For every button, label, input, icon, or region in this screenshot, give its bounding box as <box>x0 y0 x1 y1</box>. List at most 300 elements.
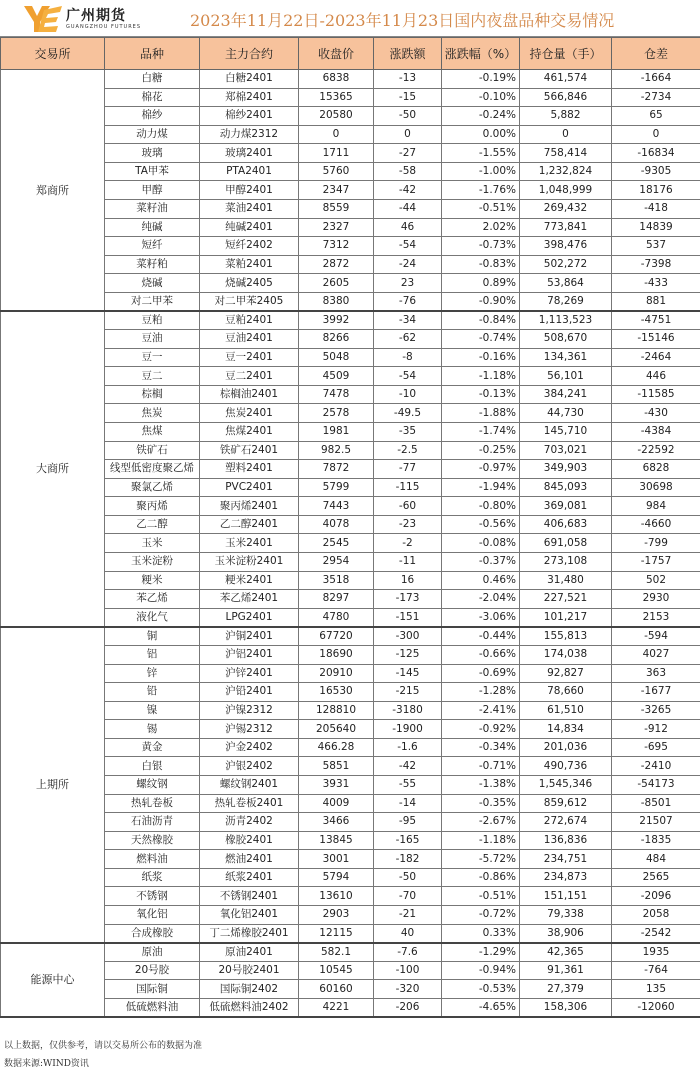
footnotes <box>4 1037 202 1073</box>
change-pct-cell: -0.80% <box>442 497 520 516</box>
contract-cell: 短纤2402 <box>200 237 299 256</box>
open-interest-cell: 490,736 <box>520 757 612 776</box>
exchange-cell: 上期所 <box>1 627 105 943</box>
change-pct-cell: -2.67% <box>442 813 520 832</box>
open-interest-cell: 566,846 <box>520 88 612 107</box>
table-row <box>1 868 700 887</box>
contract-cell: 燃油2401 <box>200 850 299 869</box>
change-cell: -125 <box>374 645 442 664</box>
oi-change-cell: -15146 <box>612 330 700 349</box>
close-cell: 4221 <box>299 998 374 1017</box>
contract-cell: 动力煤2312 <box>200 125 299 144</box>
contract-cell: 不锈钢2401 <box>200 887 299 906</box>
table-row <box>1 534 700 553</box>
open-interest-cell: 151,151 <box>520 887 612 906</box>
change-pct-cell: -0.51% <box>442 887 520 906</box>
contract-cell: 焦煤2401 <box>200 422 299 441</box>
exchange-cell: 郑商所 <box>1 70 105 312</box>
column-header-change-pct: 涨跌幅（%） <box>442 38 520 70</box>
open-interest-cell: 42,365 <box>520 943 612 962</box>
oi-change-cell: -1835 <box>612 831 700 850</box>
change-cell: -173 <box>374 590 442 609</box>
change-pct-cell: -0.94% <box>442 961 520 980</box>
change-pct-cell: -0.97% <box>442 460 520 479</box>
table-row <box>1 144 700 163</box>
oi-change-cell: -695 <box>612 738 700 757</box>
change-pct-cell: -0.44% <box>442 627 520 646</box>
close-cell: 466.28 <box>299 738 374 757</box>
oi-change-cell: -4751 <box>612 311 700 330</box>
contract-cell: 豆油2401 <box>200 330 299 349</box>
open-interest-cell: 234,873 <box>520 868 612 887</box>
oi-change-cell: 363 <box>612 664 700 683</box>
contract-cell: 白糖2401 <box>200 70 299 89</box>
oi-change-cell: 14839 <box>612 218 700 237</box>
change-pct-cell: -0.25% <box>442 441 520 460</box>
change-cell: -100 <box>374 961 442 980</box>
logo-mark-icon <box>24 6 62 32</box>
change-cell: -1900 <box>374 720 442 739</box>
table-row <box>1 274 700 293</box>
change-cell: -215 <box>374 683 442 702</box>
logo-name: 广州期货 <box>66 7 126 24</box>
table-row <box>1 998 700 1017</box>
open-interest-cell: 14,834 <box>520 720 612 739</box>
change-cell: -24 <box>374 255 442 274</box>
close-cell: 13610 <box>299 887 374 906</box>
open-interest-cell: 269,432 <box>520 200 612 219</box>
change-pct-cell: -0.24% <box>442 107 520 126</box>
change-pct-cell: -0.19% <box>442 70 520 89</box>
close-cell: 3001 <box>299 850 374 869</box>
oi-change-cell: 6828 <box>612 460 700 479</box>
variety-cell: 白银 <box>105 757 200 776</box>
open-interest-cell: 508,670 <box>520 330 612 349</box>
change-pct-cell: -1.28% <box>442 683 520 702</box>
table-row <box>1 162 700 181</box>
oi-change-cell: -433 <box>612 274 700 293</box>
close-cell: 8297 <box>299 590 374 609</box>
table-row <box>1 664 700 683</box>
table-row <box>1 850 700 869</box>
oi-change-cell: -2096 <box>612 887 700 906</box>
change-pct-cell: -0.74% <box>442 330 520 349</box>
change-cell: -70 <box>374 887 442 906</box>
change-cell: 23 <box>374 274 442 293</box>
table-row <box>1 775 700 794</box>
close-cell: 2872 <box>299 255 374 274</box>
variety-cell: 菜籽粕 <box>105 255 200 274</box>
contract-cell: 橡胶2401 <box>200 831 299 850</box>
variety-cell: 豆二 <box>105 367 200 386</box>
variety-cell: 动力煤 <box>105 125 200 144</box>
change-pct-cell: -1.38% <box>442 775 520 794</box>
oi-change-cell: 2058 <box>612 906 700 925</box>
close-cell: 18690 <box>299 645 374 664</box>
change-pct-cell: -0.34% <box>442 738 520 757</box>
variety-cell: 纸浆 <box>105 868 200 887</box>
variety-cell: 低硫燃料油 <box>105 998 200 1017</box>
change-cell: -115 <box>374 478 442 497</box>
close-cell: 7312 <box>299 237 374 256</box>
oi-change-cell: -418 <box>612 200 700 219</box>
variety-cell: 菜籽油 <box>105 200 200 219</box>
change-cell: -2.5 <box>374 441 442 460</box>
table-row <box>1 943 700 962</box>
oi-change-cell: -54173 <box>612 775 700 794</box>
open-interest-cell: 91,361 <box>520 961 612 980</box>
table-row <box>1 720 700 739</box>
logo-subtitle: GUANGZHOU FUTURES <box>66 23 141 30</box>
close-cell: 3992 <box>299 311 374 330</box>
close-cell: 7872 <box>299 460 374 479</box>
oi-change-cell: -1757 <box>612 553 700 572</box>
close-cell: 6838 <box>299 70 374 89</box>
open-interest-cell: 1,113,523 <box>520 311 612 330</box>
change-pct-cell: -0.51% <box>442 200 520 219</box>
close-cell: 4009 <box>299 794 374 813</box>
table-row <box>1 813 700 832</box>
change-pct-cell: -0.16% <box>442 348 520 367</box>
variety-cell: 燃料油 <box>105 850 200 869</box>
change-cell: -165 <box>374 831 442 850</box>
contract-cell: 铁矿石2401 <box>200 441 299 460</box>
change-pct-cell: -3.06% <box>442 608 520 627</box>
oi-change-cell: 135 <box>612 980 700 999</box>
change-cell: -27 <box>374 144 442 163</box>
oi-change-cell: -7398 <box>612 255 700 274</box>
column-header-open-interest: 持仓量（手） <box>520 38 612 70</box>
change-cell: -50 <box>374 107 442 126</box>
open-interest-cell: 78,269 <box>520 292 612 311</box>
change-pct-cell: -0.35% <box>442 794 520 813</box>
table-row <box>1 311 700 330</box>
oi-change-cell: 65 <box>612 107 700 126</box>
open-interest-cell: 53,864 <box>520 274 612 293</box>
contract-cell: 烧碱2405 <box>200 274 299 293</box>
change-cell: -55 <box>374 775 442 794</box>
contract-cell: 沪镍2312 <box>200 701 299 720</box>
contract-cell: 纯碱2401 <box>200 218 299 237</box>
variety-cell: 棉花 <box>105 88 200 107</box>
oi-change-cell: -799 <box>612 534 700 553</box>
contract-cell: 螺纹钢2401 <box>200 775 299 794</box>
open-interest-cell: 1,232,824 <box>520 162 612 181</box>
close-cell: 2903 <box>299 906 374 925</box>
contract-cell: 甲醇2401 <box>200 181 299 200</box>
contract-cell: 沥青2402 <box>200 813 299 832</box>
close-cell: 0 <box>299 125 374 144</box>
oi-change-cell: -1677 <box>612 683 700 702</box>
variety-cell: 烧碱 <box>105 274 200 293</box>
table-row <box>1 906 700 925</box>
table-row <box>1 422 700 441</box>
change-cell: -50 <box>374 868 442 887</box>
open-interest-cell: 1,545,346 <box>520 775 612 794</box>
contract-cell: 沪锡2312 <box>200 720 299 739</box>
change-pct-cell: -0.66% <box>442 645 520 664</box>
close-cell: 982.5 <box>299 441 374 460</box>
contract-cell: 菜粕2401 <box>200 255 299 274</box>
table-row <box>1 292 700 311</box>
contract-cell: 棉纱2401 <box>200 107 299 126</box>
change-pct-cell: -0.37% <box>442 553 520 572</box>
table-row <box>1 125 700 144</box>
logo <box>24 6 141 32</box>
contract-cell: 玉米淀粉2401 <box>200 553 299 572</box>
variety-cell: 粳米 <box>105 571 200 590</box>
change-cell: -60 <box>374 497 442 516</box>
open-interest-cell: 0 <box>520 125 612 144</box>
variety-cell: 黄金 <box>105 738 200 757</box>
change-pct-cell: -0.73% <box>442 237 520 256</box>
change-cell: -7.6 <box>374 943 442 962</box>
close-cell: 3466 <box>299 813 374 832</box>
change-pct-cell: -0.08% <box>442 534 520 553</box>
close-cell: 12115 <box>299 924 374 943</box>
contract-cell: 郑棉2401 <box>200 88 299 107</box>
oi-change-cell: -2734 <box>612 88 700 107</box>
column-header-close: 收盘价 <box>299 38 374 70</box>
oi-change-cell: -2410 <box>612 757 700 776</box>
contract-cell: 塑料2401 <box>200 460 299 479</box>
open-interest-cell: 234,751 <box>520 850 612 869</box>
contract-cell: 豆二2401 <box>200 367 299 386</box>
column-header-change: 涨跌额 <box>374 38 442 70</box>
open-interest-cell: 56,101 <box>520 367 612 386</box>
table-row <box>1 460 700 479</box>
change-cell: -62 <box>374 330 442 349</box>
contract-cell: 粳米2401 <box>200 571 299 590</box>
table-row <box>1 831 700 850</box>
column-header-exchange: 交易所 <box>1 38 105 70</box>
change-pct-cell: -1.94% <box>442 478 520 497</box>
change-cell: -15 <box>374 88 442 107</box>
night-session-table <box>0 37 700 1018</box>
close-cell: 7478 <box>299 385 374 404</box>
variety-cell: 聚丙烯 <box>105 497 200 516</box>
table-row <box>1 218 700 237</box>
open-interest-cell: 145,710 <box>520 422 612 441</box>
table-row <box>1 701 700 720</box>
open-interest-cell: 78,660 <box>520 683 612 702</box>
close-cell: 20580 <box>299 107 374 126</box>
contract-cell: 豆一2401 <box>200 348 299 367</box>
contract-cell: PVC2401 <box>200 478 299 497</box>
open-interest-cell: 1,048,999 <box>520 181 612 200</box>
close-cell: 8559 <box>299 200 374 219</box>
change-cell: 46 <box>374 218 442 237</box>
close-cell: 2605 <box>299 274 374 293</box>
close-cell: 8266 <box>299 330 374 349</box>
variety-cell: 天然橡胶 <box>105 831 200 850</box>
oi-change-cell: 484 <box>612 850 700 869</box>
change-pct-cell: -1.29% <box>442 943 520 962</box>
change-pct-cell: -0.10% <box>442 88 520 107</box>
table-row <box>1 645 700 664</box>
close-cell: 1711 <box>299 144 374 163</box>
oi-change-cell: -764 <box>612 961 700 980</box>
disclaimer-note: 以上数据，仅供参考，请以交易所公布的数据为准 <box>4 1041 203 1051</box>
close-cell: 2327 <box>299 218 374 237</box>
change-pct-cell: -2.41% <box>442 701 520 720</box>
change-pct-cell: -0.56% <box>442 515 520 534</box>
variety-cell: 氧化铝 <box>105 906 200 925</box>
change-pct-cell: -0.92% <box>442 720 520 739</box>
variety-cell: 不锈钢 <box>105 887 200 906</box>
oi-change-cell: 1935 <box>612 943 700 962</box>
change-cell: -182 <box>374 850 442 869</box>
variety-cell: 乙二醇 <box>105 515 200 534</box>
source-note: 数据来源:WIND资讯 <box>4 1059 89 1069</box>
close-cell: 7443 <box>299 497 374 516</box>
oi-change-cell: 30698 <box>612 478 700 497</box>
exchange-cell: 大商所 <box>1 311 105 627</box>
close-cell: 67720 <box>299 627 374 646</box>
column-header-variety: 品种 <box>105 38 200 70</box>
contract-cell: 氧化铝2401 <box>200 906 299 925</box>
oi-change-cell: 446 <box>612 367 700 386</box>
change-cell: 16 <box>374 571 442 590</box>
oi-change-cell: -2542 <box>612 924 700 943</box>
oi-change-cell: -3265 <box>612 701 700 720</box>
change-pct-cell: -0.13% <box>442 385 520 404</box>
open-interest-cell: 27,379 <box>520 980 612 999</box>
table-row <box>1 924 700 943</box>
oi-change-cell: -11585 <box>612 385 700 404</box>
change-cell: -206 <box>374 998 442 1017</box>
change-cell: -300 <box>374 627 442 646</box>
contract-cell: 原油2401 <box>200 943 299 962</box>
contract-cell: 焦炭2401 <box>200 404 299 423</box>
oi-change-cell: 2565 <box>612 868 700 887</box>
contract-cell: 沪铅2401 <box>200 683 299 702</box>
change-cell: 40 <box>374 924 442 943</box>
oi-change-cell: -4660 <box>612 515 700 534</box>
open-interest-cell: 406,683 <box>520 515 612 534</box>
contract-cell: 菜油2401 <box>200 200 299 219</box>
contract-cell: 沪金2402 <box>200 738 299 757</box>
contract-cell: 国际铜2402 <box>200 980 299 999</box>
close-cell: 582.1 <box>299 943 374 962</box>
change-pct-cell: -1.18% <box>442 831 520 850</box>
contract-cell: 苯乙烯2401 <box>200 590 299 609</box>
table-row <box>1 553 700 572</box>
table-row <box>1 961 700 980</box>
change-pct-cell: -1.55% <box>442 144 520 163</box>
change-pct-cell: 0.33% <box>442 924 520 943</box>
oi-change-cell: 4027 <box>612 645 700 664</box>
table-row <box>1 515 700 534</box>
table-row <box>1 88 700 107</box>
change-cell: -21 <box>374 906 442 925</box>
page-title: 2023年11月22日-2023年11月23日国内夜盘品种交易情况 <box>190 11 615 30</box>
contract-cell: 丁二烯橡胶2401 <box>200 924 299 943</box>
variety-cell: 玻璃 <box>105 144 200 163</box>
open-interest-cell: 272,674 <box>520 813 612 832</box>
close-cell: 8380 <box>299 292 374 311</box>
variety-cell: 焦煤 <box>105 422 200 441</box>
variety-cell: 纯碱 <box>105 218 200 237</box>
variety-cell: 铜 <box>105 627 200 646</box>
table-row <box>1 70 700 89</box>
open-interest-cell: 273,108 <box>520 553 612 572</box>
contract-cell: 沪铜2401 <box>200 627 299 646</box>
contract-cell: 沪银2402 <box>200 757 299 776</box>
variety-cell: 玉米 <box>105 534 200 553</box>
change-pct-cell: -0.90% <box>442 292 520 311</box>
open-interest-cell: 691,058 <box>520 534 612 553</box>
open-interest-cell: 398,476 <box>520 237 612 256</box>
open-interest-cell: 134,361 <box>520 348 612 367</box>
variety-cell: 聚氯乙烯 <box>105 478 200 497</box>
open-interest-cell: 201,036 <box>520 738 612 757</box>
contract-cell: 聚丙烯2401 <box>200 497 299 516</box>
table-row <box>1 367 700 386</box>
oi-change-cell: 537 <box>612 237 700 256</box>
table-row <box>1 237 700 256</box>
open-interest-cell: 155,813 <box>520 627 612 646</box>
table-row <box>1 590 700 609</box>
table-row <box>1 181 700 200</box>
variety-cell: 豆油 <box>105 330 200 349</box>
change-cell: -10 <box>374 385 442 404</box>
table-row <box>1 757 700 776</box>
close-cell: 5794 <box>299 868 374 887</box>
change-pct-cell: -1.74% <box>442 422 520 441</box>
close-cell: 4509 <box>299 367 374 386</box>
change-cell: -13 <box>374 70 442 89</box>
change-cell: -3180 <box>374 701 442 720</box>
oi-change-cell: -594 <box>612 627 700 646</box>
open-interest-cell: 136,836 <box>520 831 612 850</box>
variety-cell: 白糖 <box>105 70 200 89</box>
change-cell: -23 <box>374 515 442 534</box>
variety-cell: 20号胶 <box>105 961 200 980</box>
table-row <box>1 683 700 702</box>
oi-change-cell: 2930 <box>612 590 700 609</box>
open-interest-cell: 79,338 <box>520 906 612 925</box>
variety-cell: 铁矿石 <box>105 441 200 460</box>
open-interest-cell: 31,480 <box>520 571 612 590</box>
variety-cell: 螺纹钢 <box>105 775 200 794</box>
table-header-row <box>1 38 700 70</box>
open-interest-cell: 5,882 <box>520 107 612 126</box>
table-row <box>1 571 700 590</box>
table-row <box>1 330 700 349</box>
variety-cell: TA甲苯 <box>105 162 200 181</box>
table-row <box>1 980 700 999</box>
close-cell: 3931 <box>299 775 374 794</box>
header-bar <box>0 0 700 37</box>
open-interest-cell: 773,841 <box>520 218 612 237</box>
change-pct-cell: 0.89% <box>442 274 520 293</box>
open-interest-cell: 101,217 <box>520 608 612 627</box>
variety-cell: 石油沥青 <box>105 813 200 832</box>
change-pct-cell: -0.86% <box>442 868 520 887</box>
variety-cell: 豆一 <box>105 348 200 367</box>
close-cell: 1981 <box>299 422 374 441</box>
change-pct-cell: -4.65% <box>442 998 520 1017</box>
oi-change-cell: 881 <box>612 292 700 311</box>
variety-cell: 棕榈 <box>105 385 200 404</box>
oi-change-cell: 18176 <box>612 181 700 200</box>
variety-cell: 苯乙烯 <box>105 590 200 609</box>
oi-change-cell: -1664 <box>612 70 700 89</box>
open-interest-cell: 44,730 <box>520 404 612 423</box>
oi-change-cell: -430 <box>612 404 700 423</box>
contract-cell: 玻璃2401 <box>200 144 299 163</box>
